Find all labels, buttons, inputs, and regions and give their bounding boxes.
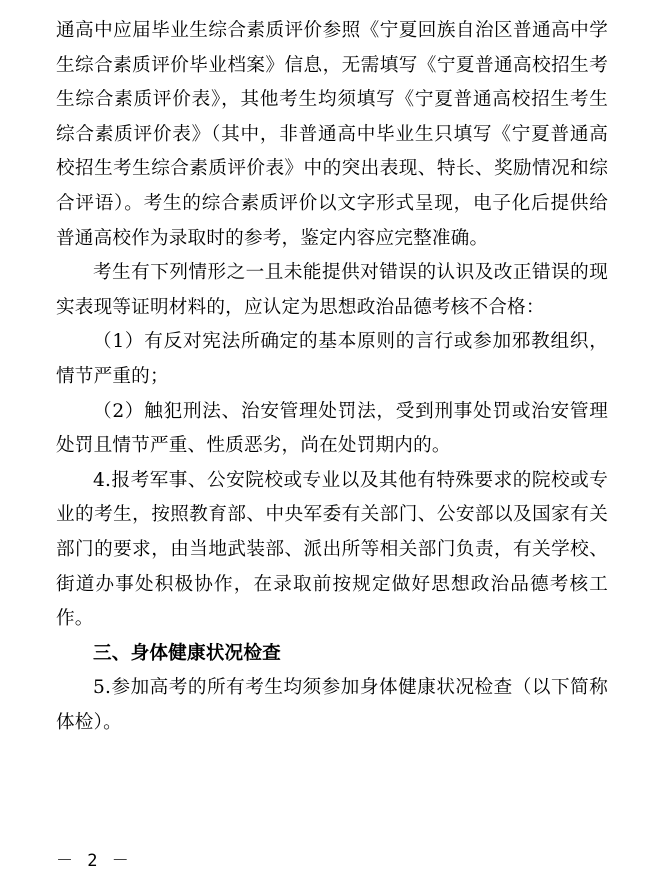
document-body bbox=[56, 14, 608, 740]
list-item-1: （1）有反对宪法所确定的基本原则的言行或参加邪教组织，情节严重的； bbox=[56, 331, 608, 387]
paragraph-item-5: 5.参加高考的所有考生均须参加身体健康状况检查（以下简称体检）。 bbox=[56, 677, 608, 733]
section-heading-health-check: 三、身体健康状况检查 bbox=[93, 642, 281, 664]
paragraph-evaluation-continued: 通高中应届毕业生综合素质评价参照《宁夏回族自治区普通高中学生综合素质评价毕业档案》信息，无需填写《宁夏普通高校招生考生综合素质评价表》，其他考生均须填写《宁夏普通高校招生考生综合素质评价表》（其中，非普通高中毕业生只填写《宁夏普通高校招生考生综合素质评价表》中的突出表现、特长、奖励情况和综合评语）。考生的综合素质评价以文字形式呈现，电子化后提供给普通高校作为录取时的参考，鉴定内容应完整准确。 bbox=[56, 20, 608, 249]
page-number: － 2 － bbox=[56, 851, 131, 871]
paragraph-disqualification-intro: 考生有下列情形之一且未能提供对错误的认识及改正错误的现实表现等证明材料的，应认定为思想政治品德考核不合格： bbox=[56, 262, 608, 318]
list-item-2: （2）触犯刑法、治安管理处罚法，受到刑事处罚或治安管理处罚且情节严重、性质恶劣，尚在处罚期内的。 bbox=[56, 400, 608, 457]
paragraph-item-4: 4.报考军事、公安院校或专业以及其他有特殊要求的院校或专业的考生，按照教育部、中央军委有关部门、公安部以及国家有关部门的要求，由当地武装部、派出所等相关部门负责，有关学校、街道办事处积极协作，在录取前按规定做好思想政治品德考核工作。 bbox=[56, 469, 608, 630]
